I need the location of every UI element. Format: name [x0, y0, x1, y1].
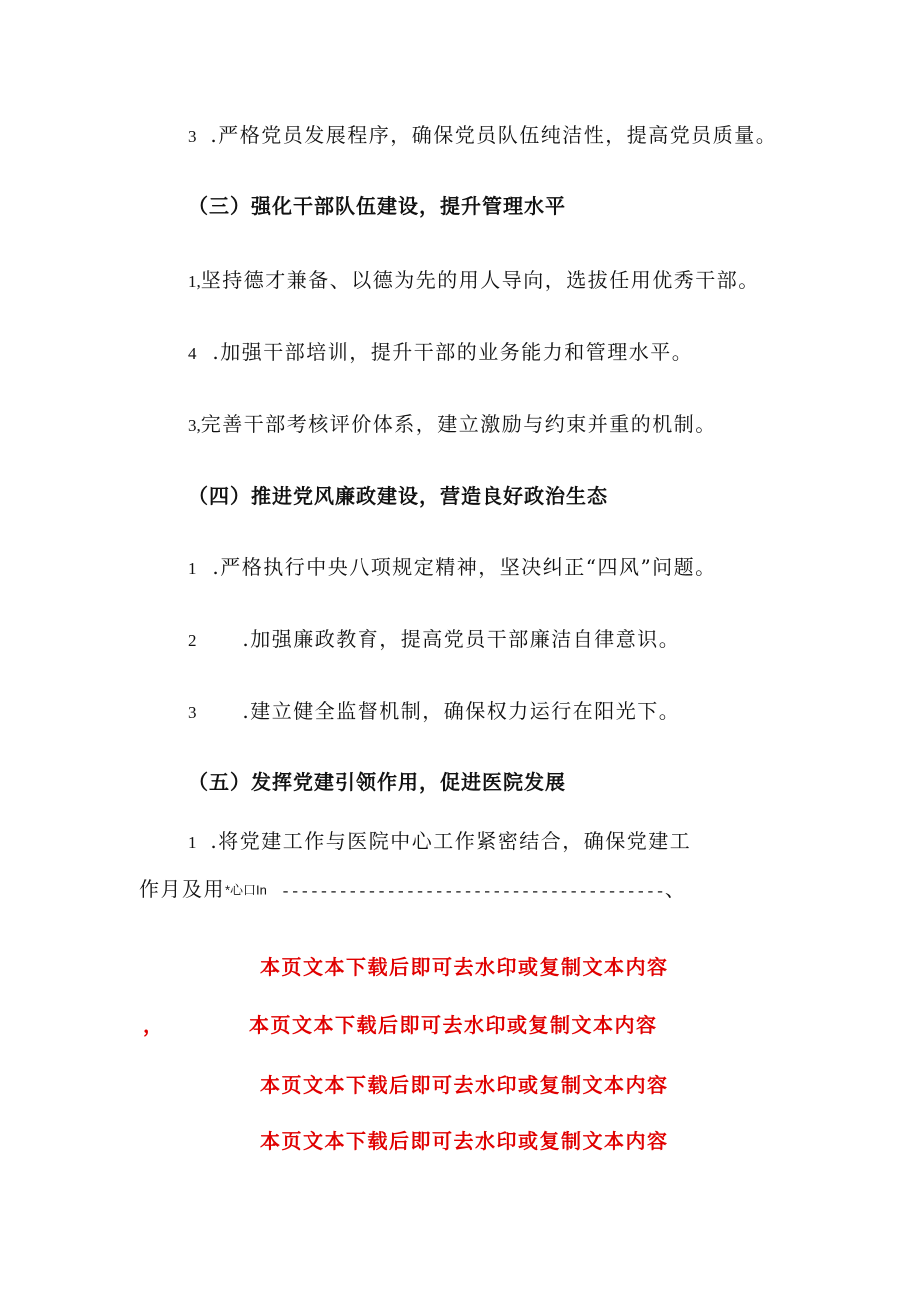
- watermark-line-3: 本页文本下载后即可去水印或复制文本内容: [260, 1073, 669, 1097]
- item-text: 坚持德才兼备、以德为先的用人导向，选拔任用优秀干部。: [200, 268, 760, 292]
- item-number: 3,: [188, 416, 201, 435]
- item-text: .严格党员发展程序，确保党员队伍纯洁性，提高党员质量。: [210, 123, 778, 147]
- list-item-1-cadre-selection: [188, 266, 760, 296]
- list-item-3-cadre-assessment: [188, 410, 717, 440]
- list-item-3-supervision: [188, 697, 680, 727]
- item-text: .加强干部培训，提升干部的业务能力和管理水平。: [212, 340, 694, 364]
- item-number: 3: [188, 127, 197, 146]
- item-text: .建立健全监督机制，确保权力运行在阳光下。: [242, 699, 681, 723]
- item-number: 1: [188, 559, 197, 578]
- watermark-line-2: 本页文本下载后即可去水印或复制文本内容: [249, 1013, 658, 1037]
- trailing-mark: 、: [664, 877, 687, 901]
- list-item-3-party-member-development: [188, 121, 777, 151]
- section-heading-5: （五）发挥党建引领作用，促进医院发展: [188, 770, 566, 794]
- watermark-line-1: 本页文本下载后即可去水印或复制文本内容: [260, 955, 669, 979]
- item-text: .将党建工作与医院中心工作紧密结合，确保党建工: [210, 829, 692, 853]
- section-heading-4: （四）推进党风廉政建设，营造良好政治生态: [188, 484, 608, 508]
- item-number: 2: [188, 631, 197, 650]
- section-heading-3: （三）强化干部队伍建设，提升管理水平: [188, 194, 566, 218]
- garbled-text: *心口In: [225, 882, 267, 898]
- item-number: 3: [188, 703, 197, 722]
- item-text: .加强廉政教育，提高党员干部廉洁自律意识。: [242, 627, 681, 651]
- item-text: 完善干部考核评价体系，建立激励与约束并重的机制。: [200, 412, 717, 436]
- item-text: .严格执行中央八项规定精神，坚决纠正“四风”问题。: [212, 555, 717, 579]
- dashed-leader: ----------------------------------------: [280, 883, 665, 901]
- watermark-comma: ，: [143, 1013, 165, 1037]
- watermark-line-4: 本页文本下载后即可去水印或复制文本内容: [260, 1129, 669, 1153]
- item-number: 4: [188, 344, 197, 363]
- continuation-text: 作月及用: [139, 877, 225, 901]
- list-item-2-integrity-education: [188, 625, 680, 655]
- list-item-1-eight-rules: [188, 553, 717, 583]
- item-number: 1,: [188, 272, 201, 291]
- list-item-4-cadre-training: [188, 338, 693, 368]
- continuation-line: [139, 875, 686, 906]
- item-number: 1: [188, 833, 197, 852]
- list-item-1-party-building-integration: [188, 827, 691, 857]
